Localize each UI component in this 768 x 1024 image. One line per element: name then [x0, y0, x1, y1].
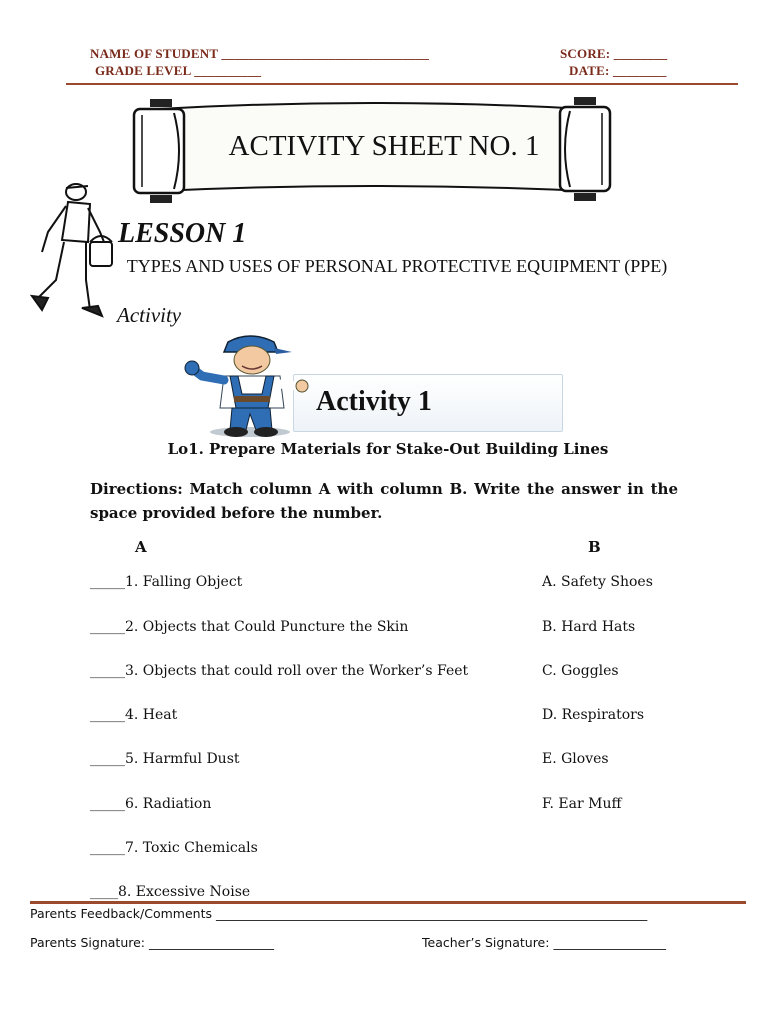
column-a-item[interactable]: _____4. Heat — [90, 707, 178, 723]
activity-label: Activity 1 — [316, 386, 432, 417]
column-a-item[interactable]: _____2. Objects that Could Puncture the Skin — [90, 619, 409, 635]
date-field[interactable]: DATE: ________ — [569, 63, 667, 78]
parents-signature-field[interactable]: Parents Signature: ____________________ — [30, 935, 274, 950]
section-label: Activity — [117, 303, 182, 327]
column-a-item[interactable]: ____8. Excessive Noise — [90, 884, 251, 900]
column-b-item: E. Gloves — [542, 751, 609, 767]
learning-objective: Lo1. Prepare Materials for Stake-Out Building Lines — [167, 440, 609, 458]
column-b-item: C. Goggles — [542, 663, 619, 679]
column-b-item: D. Respirators — [542, 707, 645, 723]
column-a-item[interactable]: _____1. Falling Object — [90, 574, 243, 590]
student-name-field[interactable]: NAME OF STUDENT _______________________________ — [90, 46, 430, 61]
header-divider — [66, 83, 738, 85]
banner-title: ACTIVITY SHEET NO. 1 — [228, 130, 540, 162]
lesson-title: LESSON 1 — [118, 218, 247, 249]
column-b-item: F. Ear Muff — [542, 796, 622, 812]
worker-thumbs-up-icon — [180, 334, 320, 438]
column-a-item[interactable]: _____6. Radiation — [90, 796, 212, 812]
column-a-item[interactable]: _____7. Toxic Chemicals — [90, 840, 258, 856]
lesson-subtitle: TYPES AND USES OF PERSONAL PROTECTIVE EQUIPMENT (PPE) — [126, 256, 668, 276]
directions-text: Directions: Match column A with column B. Write the answer in the space provided before the number. — [90, 480, 678, 522]
column-b-item: A. Safety Shoes — [542, 574, 653, 590]
column-a-item[interactable]: _____5. Harmful Dust — [90, 751, 240, 767]
column-b-item: B. Hard Hats — [542, 619, 636, 635]
footer-divider — [30, 901, 746, 904]
column-a-item[interactable]: _____3. Objects that could roll over the Worker’s Feet — [90, 663, 469, 679]
column-b-header: B — [588, 538, 601, 556]
worker-carrying-bucket-icon — [26, 180, 118, 322]
parents-feedback-field[interactable]: Parents Feedback/Comments _____________________________________________________________________ — [30, 906, 648, 921]
teachers-signature-field[interactable]: Teacher’s Signature: __________________ — [422, 935, 666, 950]
grade-level-field[interactable]: GRADE LEVEL __________ — [95, 63, 262, 78]
score-field[interactable]: SCORE: ________ — [560, 46, 668, 61]
column-a-header: A — [135, 538, 147, 556]
